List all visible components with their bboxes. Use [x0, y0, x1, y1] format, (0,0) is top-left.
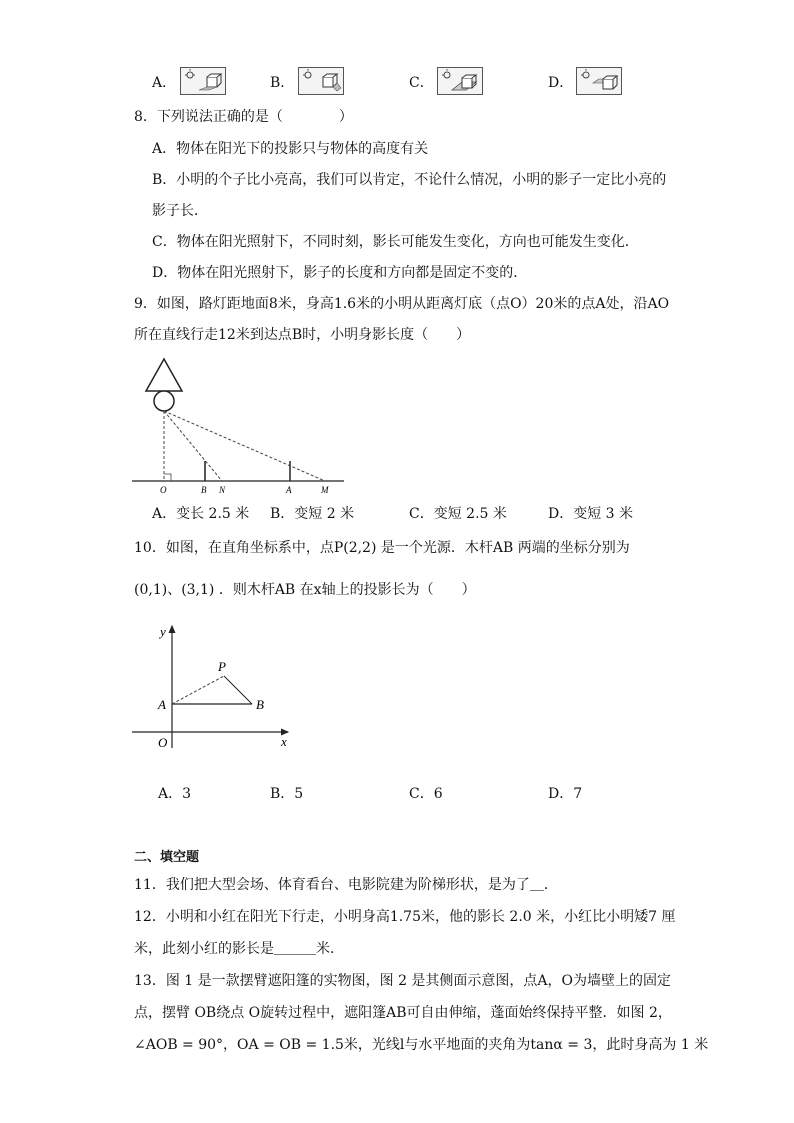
q7-option-b-figure [298, 67, 344, 95]
q9-option-a: A．变长 2.5 米 [152, 506, 250, 522]
sun-cube-shadow-icon [299, 68, 343, 94]
q9-option-b: B．变短 2 米 [270, 506, 355, 522]
q12-text-line1: 12．小明和小红在阳光下行走，小明身高1.75米，他的影长 2.0 米，小红比小明矮7 厘 [134, 909, 676, 925]
q10-option-b: B．5 [270, 786, 304, 802]
q10-option-a: A．3 [158, 786, 192, 802]
q7-option-b-label: B． [270, 75, 295, 91]
q11-text: 11．我们把大型会场、体育看台、电影院建为阶梯形状，是为了＿． [134, 877, 558, 893]
q8-option-d: D．物体在阳光照射下，影子的长度和方向都是固定不变的． [152, 265, 528, 281]
label-n: N [219, 485, 226, 495]
right-angle-mark [164, 474, 171, 481]
q12-text-line2: 米，此刻小红的影长是＿＿＿米． [134, 941, 344, 957]
q8-option-b-line1: B．小明的个子比小亮高，我们可以肯定，不论什么情况，小明的影子一定比小亮的 [152, 172, 667, 188]
q7-option-c-figure [437, 67, 483, 95]
q10-stem-line1: 10．如图，在直角坐标系中，点P(2,2) 是一个光源．木杆AB 两端的坐标分别为 [134, 540, 630, 556]
ray-to-m [164, 411, 325, 481]
sun-cube-shadow-icon [577, 68, 621, 94]
lamp-bulb-icon [154, 391, 174, 411]
q9-option-d: D．变短 3 米 [548, 506, 634, 522]
q7-option-a-figure [180, 67, 226, 95]
ray-to-n [164, 411, 222, 481]
sun-cube-shadow-icon [438, 68, 482, 94]
q13-text-line3: ∠AOB = 90°，OA = OB = 1.5米，光线l与水平地面的夹角为tanα = 3，此时身高为 1 米 [134, 1037, 709, 1053]
label-o: O [158, 735, 168, 750]
q9-option-c: C．变短 2.5 米 [409, 506, 507, 522]
label-m: M [321, 485, 329, 495]
lamp-shade-icon [146, 359, 182, 391]
label-x: x [281, 734, 287, 749]
q9-stem-line1: 9．如图，路灯距地面8米，身高1.6米的小明从距离灯底（点O）20米的点A处，沿AO [134, 296, 670, 312]
q9-streetlight-figure [130, 355, 350, 495]
q7-option-d-figure [576, 67, 622, 95]
q8-option-c: C．物体在阳光照射下，不同时刻，影长可能发生变化，方向也可能发生变化． [152, 234, 639, 250]
q8-option-a: A．物体在阳光下的投影只与物体的高度有关 [152, 141, 429, 157]
section-heading: 二、填空题 [134, 850, 200, 865]
q10-stem-line2: (0,1)、(3,1) ．则木杆AB 在x轴上的投影长为（ ） [134, 582, 476, 598]
q8-option-b-line2: 影子长． [152, 203, 208, 219]
q9-stem-line2: 所在直线行走12米到达点B时，小明身影长度（ ） [134, 327, 471, 343]
label-y: y [160, 624, 166, 639]
q13-text-line1: 13．图 1 是一款摆臂遮阳篷的实物图，图 2 是其侧面示意图，点A，O为墙壁上的固定 [134, 973, 672, 989]
label-b: B [256, 697, 264, 712]
q10-option-d: D．7 [548, 786, 583, 802]
label-b: B [201, 485, 207, 495]
q10-option-c: C．6 [409, 786, 443, 802]
ray-p-b [224, 676, 252, 704]
sun-cube-shadow-icon [181, 68, 225, 94]
ray-p-a [172, 676, 224, 704]
label-a: A [158, 697, 166, 712]
q7-option-d-label: D． [548, 75, 574, 91]
q10-coordinate-figure [128, 618, 298, 753]
label-o: O [160, 485, 167, 495]
q8-stem: 8．下列说法正确的是（ ） [134, 109, 353, 125]
label-p: P [218, 659, 226, 674]
label-a: A [286, 485, 292, 495]
q7-option-c-label: C． [409, 75, 434, 91]
q7-option-a-label: A． [152, 75, 177, 91]
q13-text-line2: 点，摆臂 OB绕点 O旋转过程中，遮阳篷AB可自由伸缩，蓬面始终保持平整．如图 2， [134, 1005, 672, 1021]
